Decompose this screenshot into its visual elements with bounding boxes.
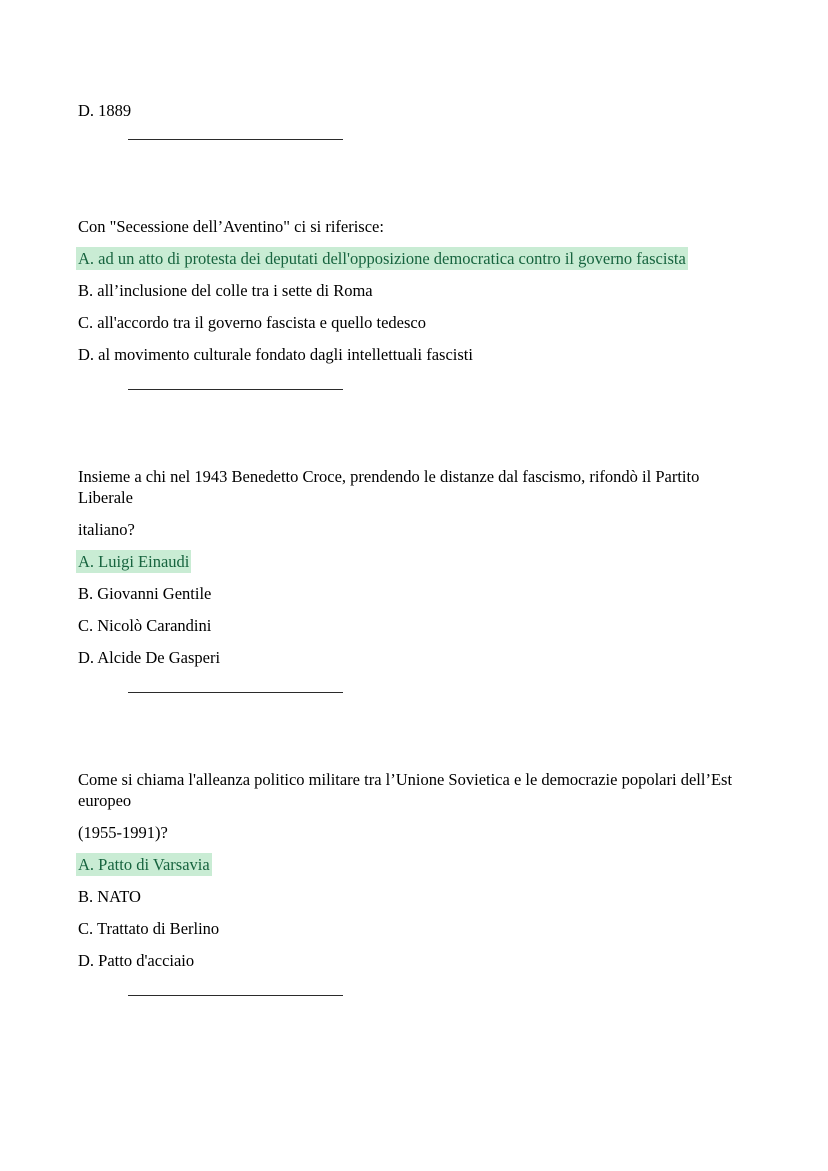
option-row	[78, 248, 740, 269]
option-row	[78, 551, 740, 572]
option-row	[78, 280, 740, 301]
option-row	[78, 583, 740, 604]
option-text: D. Patto d'acciaio	[78, 951, 195, 970]
option-row	[78, 950, 740, 971]
answer-line	[128, 995, 343, 996]
option-text: B. Giovanni Gentile	[78, 584, 212, 603]
question-block-3	[78, 769, 740, 996]
option-row	[78, 615, 740, 636]
question-prompt: Con "Secessione dell’Aventino" ci si riferisce:	[78, 217, 384, 236]
question-block-1	[78, 216, 740, 390]
option-text: A. Patto di Varsavia	[78, 855, 210, 874]
option-row	[78, 886, 740, 907]
option-text: D. al movimento culturale fondato dagli intellettuali fascisti	[78, 345, 473, 364]
option-text: D. Alcide De Gasperi	[78, 648, 221, 667]
option-row	[78, 854, 740, 875]
option-text: B. NATO	[78, 887, 141, 906]
carryover-option	[78, 100, 740, 121]
option-text: C. all'accordo tra il governo fascista e quello tedesco	[78, 313, 426, 332]
question-prompt: Come si chiama l'alleanza politico militare tra l’Unione Sovietica e le democrazie popolari dell’Est europeo	[78, 770, 733, 810]
answer-line	[128, 389, 343, 390]
answer-line	[128, 692, 343, 693]
option-row	[78, 918, 740, 939]
option-text: C. Nicolò Carandini	[78, 616, 212, 635]
answer-line	[128, 139, 343, 140]
option-row	[78, 344, 740, 365]
option-text: B. all’inclusione del colle tra i sette di Roma	[78, 281, 373, 300]
option-text: A. ad un atto di protesta dei deputati dell'opposizione democratica contro il governo fascista	[78, 249, 686, 268]
option-text: A. Luigi Einaudi	[78, 552, 190, 571]
question-subprompt: italiano?	[78, 520, 135, 539]
option-row	[78, 312, 740, 333]
question-prompt: Insieme a chi nel 1943 Benedetto Croce, prendendo le distanze dal fascismo, rifondò il Partito Liberale	[78, 467, 700, 507]
question-block-2	[78, 466, 740, 693]
question-subprompt: (1955-1991)?	[78, 823, 168, 842]
carryover-option-text: D. 1889	[78, 101, 132, 120]
option-text: C. Trattato di Berlino	[78, 919, 220, 938]
option-row	[78, 647, 740, 668]
